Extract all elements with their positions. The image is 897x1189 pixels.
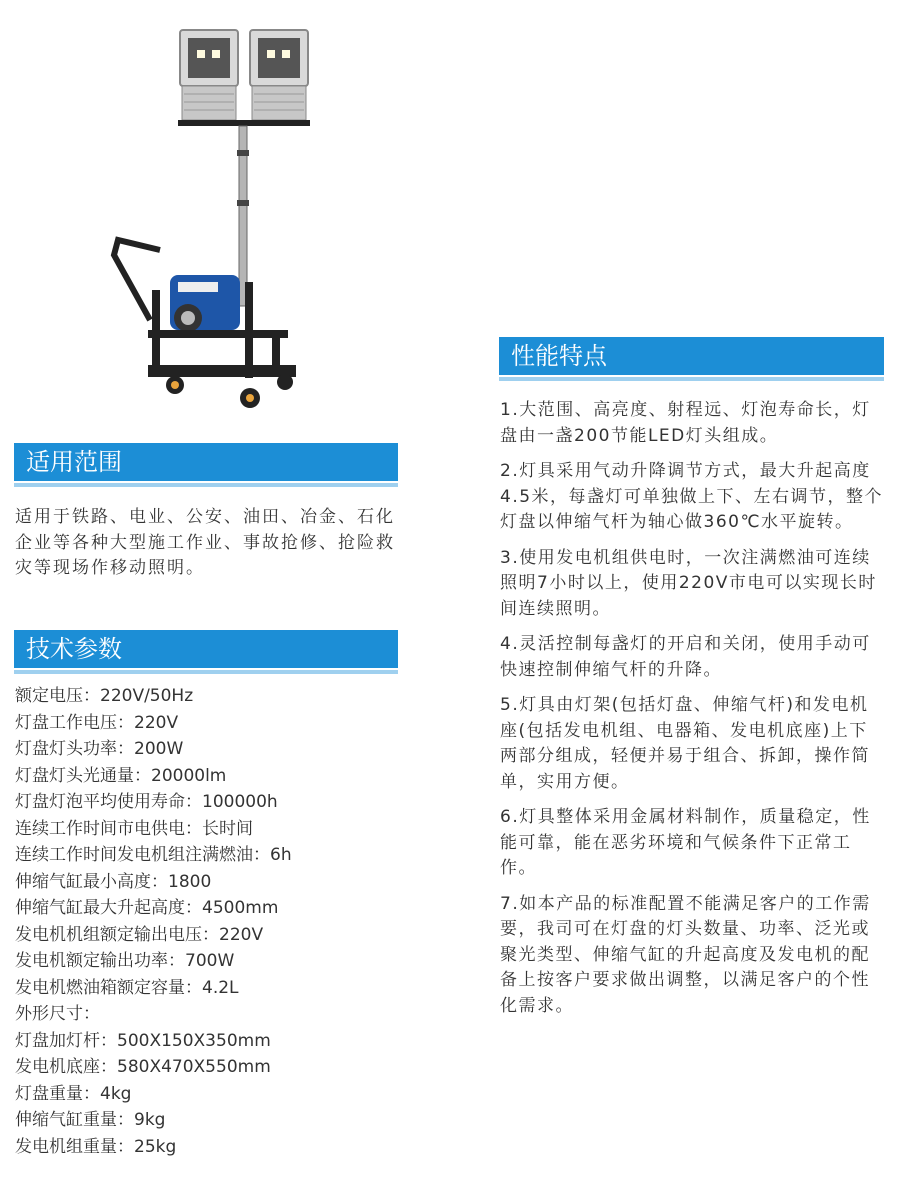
param-item: 发电机燃油箱额定容量：4.2L bbox=[15, 977, 239, 998]
feature-item: 4.灵活控制每盏灯的开启和关闭，使用手动可快速控制伸缩气杆的升降。 bbox=[500, 634, 871, 680]
features-section-header bbox=[499, 337, 884, 375]
feature-item: 5.灯具由灯架(包括灯盘、伸缩气杆)和发电机座(包括发电机组、电器箱、发电机底座)上下两部分组成，轻便并易于组合、拆卸，操作简单，实用方便。 bbox=[500, 695, 870, 792]
scope-text: 适用于铁路、电业、公安、油田、冶金、石化企业等各种大型施工作业、事故抢修、抢险救灾等现场作移动照明。 bbox=[15, 507, 395, 578]
param-item: 额定电压：220V/50Hz bbox=[15, 686, 194, 706]
param-item: 灯盘工作电压：220V bbox=[15, 712, 179, 733]
param-item: 灯盘加灯杆：500X150X350mm bbox=[15, 1030, 271, 1051]
param-item: 灯盘重量：4kg bbox=[15, 1083, 132, 1104]
params-section-header bbox=[14, 630, 398, 668]
params-list bbox=[15, 683, 410, 1160]
floodlight-left bbox=[180, 30, 238, 120]
param-item: 发电机机组额定输出电压：220V bbox=[15, 924, 264, 945]
features-list bbox=[500, 398, 886, 1029]
feature-item: 6.灯具整体采用金属材料制作，质量稳定，性能可靠，能在恶劣环境和气候条件下正常工作。 bbox=[500, 807, 871, 878]
param-item: 发电机额定输出功率：700W bbox=[15, 951, 235, 971]
scope-title: 适用范围 bbox=[26, 448, 122, 476]
scope-section-header bbox=[14, 443, 398, 481]
features-title: 性能特点 bbox=[511, 342, 607, 370]
product-image bbox=[100, 20, 320, 420]
floodlight-right bbox=[250, 30, 308, 120]
param-item: 伸缩气缸最大升起高度：4500mm bbox=[15, 898, 279, 918]
feature-item: 3.使用发电机组供电时，一次注满燃油可连续照明7小时以上，使用220V市电可以实现长时间连续照明。 bbox=[500, 547, 877, 619]
param-item: 连续工作时间发电机组注满燃油：6h bbox=[15, 845, 292, 865]
param-item: 发电机组重量：25kg bbox=[15, 1136, 177, 1157]
param-item: 外形尺寸： bbox=[15, 1004, 100, 1024]
param-item: 连续工作时间市电供电：长时间 bbox=[15, 818, 253, 839]
param-item: 伸缩气缸最小高度：1800 bbox=[15, 871, 212, 892]
param-item: 伸缩气缸重量：9kg bbox=[15, 1110, 166, 1130]
feature-item: 2.灯具采用气动升降调节方式，最大升起高度4.5米，每盏灯可单独做上下、左右调节，整个灯盘以伸缩气杆为轴心做360℃水平旋转。 bbox=[500, 461, 884, 532]
param-item: 灯盘灯头功率：200W bbox=[15, 739, 184, 759]
feature-item: 7.如本产品的标准配置不能满足客户的工作需要，我司可在灯盘的灯头数量、功率、泛光或聚光类型、伸缩气缸的升起高度及发电机的配备上按客户要求做出调整，以满足客户的个性化需求。 bbox=[500, 893, 871, 1016]
param-item: 发电机底座：580X470X550mm bbox=[15, 1057, 271, 1077]
param-item: 灯盘灯泡平均使用寿命：100000h bbox=[15, 792, 278, 812]
param-item: 灯盘灯头光通量：20000lm bbox=[15, 765, 227, 786]
params-title: 技术参数 bbox=[26, 635, 122, 663]
feature-item: 1.大范围、高亮度、射程远、灯泡寿命长，灯盘由一盏200节能LED灯头组成。 bbox=[500, 400, 871, 446]
